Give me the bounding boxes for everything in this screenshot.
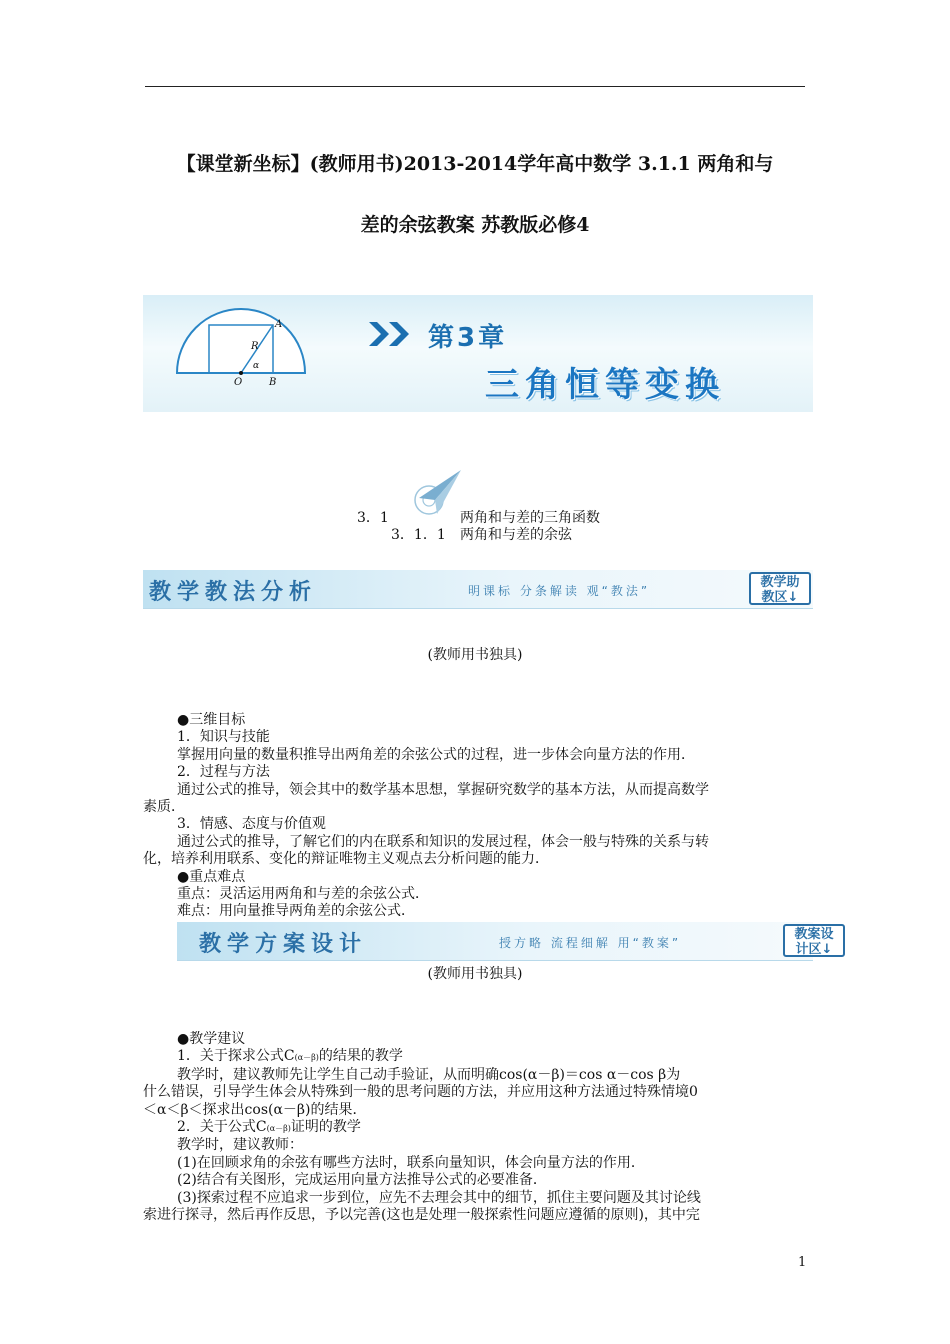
- badge-line1: 教学助: [760, 575, 800, 590]
- suggestion-1-title: [143, 1048, 808, 1066]
- teacher-only-note-2: (教师用书独具): [427, 966, 523, 982]
- semicircle-figure: [171, 301, 311, 406]
- suggestion-1-text-a: 教学时，建议教师先让学生自己动手验证，从而明确cos(α－β)＝cos α－cos β为: [177, 1066, 681, 1083]
- radius-label: R: [251, 341, 259, 352]
- bar-title: 教学方案设计: [199, 932, 368, 957]
- bar-slogan: 授方略 流程细解 用“教案”: [499, 936, 682, 950]
- bar-title: 教学教法分析: [149, 580, 318, 605]
- formula-prefix: 2．关于公式C: [177, 1119, 267, 1136]
- keypoint-difficulty: 难点：用向量推导两角差的余弦公式．: [177, 903, 415, 920]
- formula-suffix: 的结果的教学: [318, 1048, 403, 1065]
- suggestions-heading: ●教学建议: [177, 1031, 246, 1047]
- objective-2-title: 2．过程与方法: [177, 764, 270, 781]
- page-number: 1: [798, 1255, 807, 1270]
- formula-subscript: (α－β): [294, 1053, 319, 1063]
- point-b-label: B: [269, 377, 277, 388]
- teaching-analysis-bar: [143, 570, 813, 609]
- keypoint-focus: 重点：灵活运用两角和与差的余弦公式．: [177, 886, 429, 903]
- section-title: 两角和与差的三角函数: [460, 510, 600, 526]
- suggestion-point-2: (2)结合有关图形，完成运用向量方法推导公式的必要准备．: [177, 1172, 547, 1189]
- badge-line2: 计区↓: [795, 942, 833, 957]
- suggestion-2-text: 教学时，建议教师：: [177, 1137, 303, 1154]
- objectives-block: [143, 712, 808, 921]
- objective-3-text-b: 化，培养利用联系、变化的辩证唯物主义观点去分析问题的能力．: [143, 851, 549, 868]
- point-o-label: O: [234, 377, 243, 388]
- bar-badge: [749, 572, 811, 605]
- badge-line2: 教区↓: [761, 590, 799, 605]
- badge-line1: 教案设: [794, 927, 834, 942]
- document-title-line1: 【课堂新坐标】(教师用书)2013-2014学年高中数学 3.1.1 两角和与: [176, 153, 774, 175]
- chapter-name: 三角恒等变换: [485, 365, 725, 405]
- chapter-label: 第3章: [428, 323, 508, 353]
- teaching-plan-bar: [177, 922, 834, 961]
- suggestion-2-title: [143, 1119, 808, 1137]
- double-chevron-icon: [367, 320, 421, 348]
- suggestion-point-1: (1)在回顾求角的余弦有哪些方法时，联系向量知识，体会向量方法的作用．: [177, 1154, 645, 1171]
- paper-plane-icon: [405, 468, 463, 520]
- objective-2-text-a: 通过公式的推导，领会其中的数学基本思想，掌握研究数学的基本方法，从而提高数学: [177, 781, 709, 798]
- document-title-line2: 差的余弦教案 苏教版必修4: [360, 214, 590, 236]
- objective-1-text: 掌握用向量的数量积推导出两角差的余弦公式的过程，进一步体会向量方法的作用．: [177, 746, 695, 763]
- suggestions-block: [143, 1031, 808, 1224]
- bar-badge: [783, 924, 845, 957]
- bar-slogan: 明课标 分条解读 观“教法”: [468, 584, 651, 598]
- subsection-title: 两角和与差的余弦: [460, 527, 572, 543]
- objectives-heading: ●三维目标: [177, 712, 246, 728]
- keypoints-heading: ●重点难点: [177, 868, 246, 885]
- objective-2-text-b: 素质．: [143, 799, 185, 816]
- suggestion-point-3a: (3)探索过程不应追求一步到位，应先不去理会其中的细节，抓住主要问题及其讨论线: [177, 1189, 701, 1206]
- subsection-number: 3．1．1: [391, 527, 446, 543]
- formula-suffix: 证明的教学: [290, 1119, 361, 1136]
- formula-subscript: (α－β): [266, 1124, 291, 1134]
- point-a-label: A: [275, 319, 283, 330]
- suggestion-1-text-c: ＜α＜β＜探求出cos(α－β)的结果．: [143, 1101, 367, 1118]
- suggestion-point-3b: 索进行探寻，然后再作反思，予以完善(这也是处理一般探索性问题应遵循的原则)，其中完: [143, 1207, 700, 1224]
- objective-3-title: 3．情感、态度与价值观: [177, 816, 326, 833]
- objective-3-text-a: 通过公式的推导，了解它们的内在联系和知识的发展过程，体会一般与特殊的关系与转: [177, 833, 709, 850]
- objective-1-title: 1．知识与技能: [177, 729, 270, 746]
- header-rule: [145, 86, 805, 87]
- teacher-only-note: (教师用书独具): [427, 647, 523, 663]
- chapter-banner: [143, 295, 813, 412]
- suggestion-1-text-b: 什么错误，引导学生体会从特殊到一般的思考问题的方法，并应用这种方法通过特殊情境0: [143, 1084, 698, 1101]
- section-number: 3．1: [357, 510, 389, 526]
- formula-prefix: 1．关于探求公式C: [177, 1048, 295, 1065]
- angle-label: α: [253, 361, 260, 371]
